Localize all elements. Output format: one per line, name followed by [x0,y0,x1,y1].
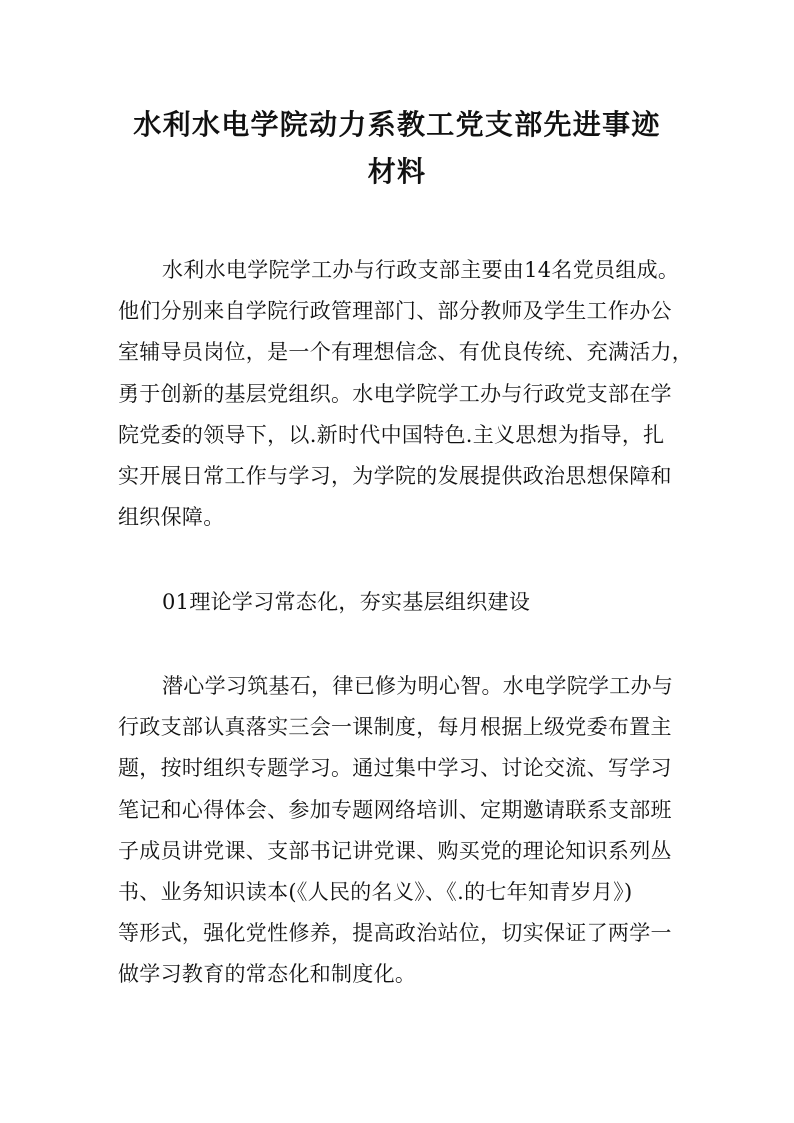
paragraph-line: 组织保障。 [118,505,225,530]
paragraph-line: 实开展日常工作与学习，为学院的发展提供政治思想保障和 [118,464,672,489]
paragraph-line: 做学习教育的常态化和制度化。 [118,962,417,987]
paragraph-line: 潜心学习筑基石，律已修为明心智。水电学院学工办与 [162,674,674,698]
section-heading [118,582,758,623]
section-paragraph [118,666,758,996]
paragraph-line: 他们分别来自学院行政管理部门、部分教师及学生工作办公 [118,299,672,324]
paragraph-line: 笔记和心得体会、参加专题网络培训、定期邀请联系支部班 [118,797,672,822]
paragraph-line: 书、业务知识读本(《人民的名义》、《.的七年知青岁月》) [118,880,633,905]
paragraph-line: 室辅导员岗位，是一个有理想信念、有优良传统、充满活力， [118,340,694,365]
section-heading-text: 01理论学习常态化，夯实基层组织建设 [162,590,531,614]
paragraph-line: 子成员讲党课、支部书记讲党课、购买党的理论知识系列丛 [118,838,672,863]
paragraph-line: 勇于创新的基层党组织。水电学院学工办与行政党支部在学 [118,381,672,406]
paragraph-line: 题，按时组织专题学习。通过集中学习、讨论交流、写学习 [118,756,672,781]
document-title [0,101,794,195]
paragraph-line: 等形式，强化党性修养，提高政治站位，切实保证了两学一 [118,921,672,946]
paragraph-line: 行政支部认真落实三会一课制度，每月根据上级党委布置主 [118,715,672,740]
intro-paragraph [118,250,758,538]
paragraph-line: 水利水电学院学工办与行政支部主要由14名党员组成。 [162,258,680,282]
title-line: 水利水电学院动力系教工党支部先进事迹 [133,108,661,141]
title-line: 材料 [367,155,427,188]
paragraph-line: 院党委的领导下，以.新时代中国特色.主义思想为指导，扎 [118,422,665,447]
